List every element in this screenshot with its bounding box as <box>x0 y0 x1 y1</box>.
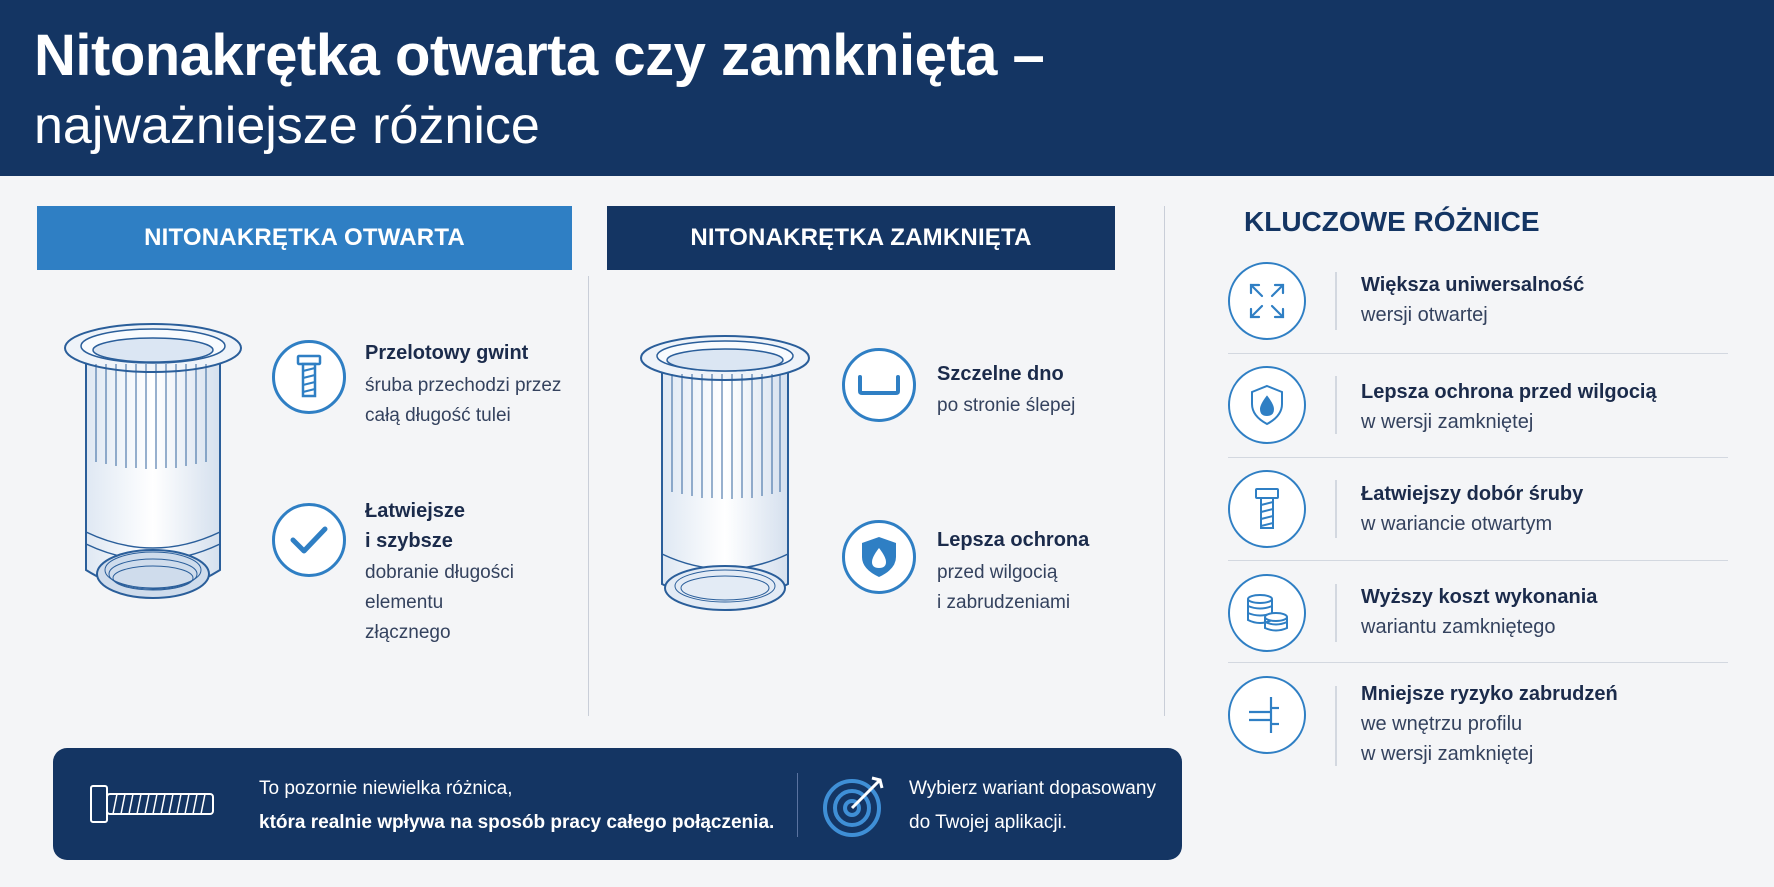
banner-line-2: która realnie wpływa na sposób pracy całego połączenia. <box>259 812 775 833</box>
title-line: i szybsze <box>365 530 453 552</box>
item-title: Większa uniwersalność <box>1361 274 1585 296</box>
item-separator <box>1335 686 1337 766</box>
column-divider-right <box>1164 206 1165 716</box>
summary-banner <box>53 748 1182 860</box>
item-title: Łatwiejszy dobór śruby <box>1361 483 1584 505</box>
header-bar <box>0 0 1774 176</box>
row-divider <box>1228 662 1728 663</box>
bolt-icon <box>272 340 346 414</box>
title-line: Łatwiejsze <box>365 500 466 522</box>
closed-feature-1-desc <box>937 391 1075 421</box>
closed-feature-2-title: Lepsza ochrona <box>937 529 1090 551</box>
banner-line-1: To pozornie niewielka różnica, <box>259 778 513 799</box>
shield-drop-icon <box>1228 366 1306 444</box>
item-separator <box>1335 480 1337 538</box>
item-desc: w wersji zamkniętej <box>1361 411 1534 433</box>
open-feature-1-title: Przelotowy gwint <box>365 342 529 364</box>
item-title: Lepsza ochrona przed wilgocią <box>1361 381 1657 403</box>
key-differences-title: KLUCZOWE RÓŻNICE <box>1244 206 1540 237</box>
shield-drop-icon <box>842 520 916 594</box>
item-desc: w wariancie otwartym <box>1361 513 1553 535</box>
closed-feature-2-desc <box>937 558 1070 618</box>
screw-icon <box>89 780 219 828</box>
item-desc: wersji otwartej <box>1361 304 1488 326</box>
banner-cta <box>909 772 1156 840</box>
desc-line: całą długość tulei <box>365 405 511 426</box>
desc-line: po stronie ślepej <box>937 395 1076 416</box>
profile-icon <box>1228 676 1306 754</box>
bolt-icon <box>1228 470 1306 548</box>
row-divider <box>1228 353 1728 354</box>
open-feature-1-desc <box>365 371 561 431</box>
coins-icon <box>1228 574 1306 652</box>
checkmark-icon <box>272 503 346 577</box>
page-subtitle: najważniejsze różnice <box>34 97 540 155</box>
sealed-bottom-icon <box>842 348 916 422</box>
key-difference-item <box>1228 574 1728 654</box>
open-heading-label: NITONAKRĘTKA OTWARTA <box>144 224 465 251</box>
item-title: Mniejsze ryzyko zabrudzeń <box>1361 683 1618 705</box>
item-separator <box>1335 272 1337 330</box>
target-icon <box>820 772 890 838</box>
open-rivet-nut-heading <box>37 206 572 270</box>
key-difference-item <box>1228 470 1728 550</box>
key-difference-text <box>1361 582 1597 642</box>
desc-line: elementu <box>365 592 444 613</box>
key-difference-text <box>1361 679 1618 769</box>
cta-line: Wybierz wariant dopasowany <box>909 778 1156 799</box>
item-desc: w wersji zamkniętej <box>1361 743 1534 765</box>
page-title: Nitonakrętka otwarta czy zamknięta – <box>34 23 1045 88</box>
closed-rivet-nut-heading <box>607 206 1115 270</box>
key-difference-text <box>1361 270 1584 330</box>
open-rivet-nut-illustration <box>62 312 244 622</box>
desc-line: złącznego <box>365 622 451 643</box>
closed-heading-label: NITONAKRĘTKA ZAMKNIĘTA <box>690 224 1032 251</box>
desc-line: dobranie długości <box>365 562 514 583</box>
key-difference-item <box>1228 676 1728 776</box>
item-desc: we wnętrzu profilu <box>1361 713 1523 735</box>
cta-line: do Twojej aplikacji. <box>909 812 1068 833</box>
expand-arrows-icon <box>1228 262 1306 340</box>
key-difference-text <box>1361 479 1583 539</box>
item-title: Wyższy koszt wykonania <box>1361 586 1598 608</box>
row-divider <box>1228 560 1728 561</box>
open-feature-2-desc <box>365 558 514 648</box>
open-feature-2-title <box>365 496 465 556</box>
key-difference-text <box>1361 377 1657 437</box>
column-divider-middle <box>588 276 589 716</box>
closed-feature-1-title: Szczelne dno <box>937 363 1064 385</box>
key-difference-item <box>1228 366 1728 446</box>
item-separator <box>1335 376 1337 434</box>
item-separator <box>1335 584 1337 642</box>
row-divider <box>1228 457 1728 458</box>
key-difference-item <box>1228 262 1728 342</box>
banner-divider <box>797 773 798 837</box>
closed-rivet-nut-illustration <box>638 322 812 622</box>
item-desc: wariantu zamkniętego <box>1361 616 1556 638</box>
desc-line: przed wilgocią <box>937 562 1058 583</box>
desc-line: i zabrudzeniami <box>937 592 1071 613</box>
desc-line: śruba przechodzi przez <box>365 375 562 396</box>
